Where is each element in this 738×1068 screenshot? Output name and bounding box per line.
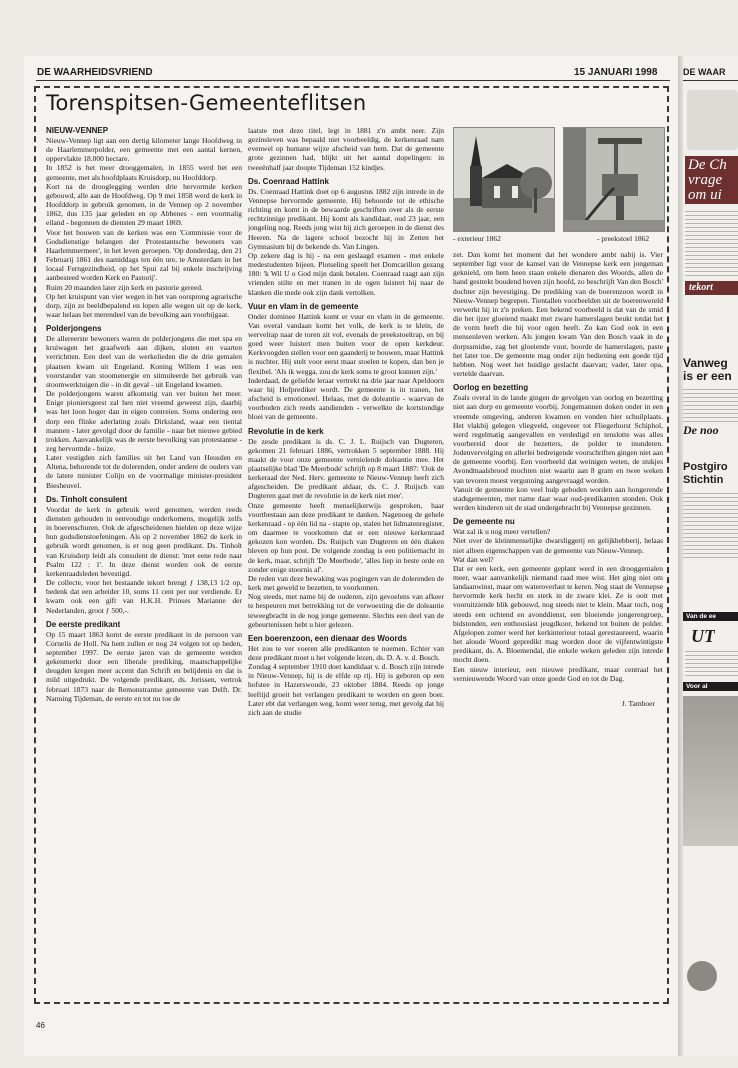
next-page-illustration	[687, 90, 738, 150]
paragraph: De zesde predikant is ds. C. J. L. Ruijsch van Dugteren, gekomen 21 februari 1886, vertrokken 5 september 1888. Hij maakt de voor onze gemeente vernielende doleantie mee. Het plaatselijke blad 'De Meerbode' schrijft op 8 maart 1887: 'Ook de kerkeraad der Ned. Herv. gemeente te Nieuw-Vennep heeft zich afgescheiden. De predikant aldaar, ds. C. J. Ruijsch van Dugteren gaat met de revolutie in de kerk niet mee'.	[248, 436, 444, 501]
paragraph: Onze gemeente heeft menselijkerwijs gesproken, haar voortbestaan aan deze predikant te danken. Nagenoeg de gehele kerkenraad - op één lid na - stapte op, stalen het lidmatenregister, om daarmee te voorkomen dat er een nieuwe kerkenraad gekozen kon worden. Ds. Ruijsch van Dugteren en één diaken bleven op hun post. De volgende zondag is een politiemacht in de kerk, maar, schrijft 'De Meerbode', 'alles liep in beste orde en zonder enige stoornis af'.	[248, 500, 444, 574]
section-heading: De gemeente nu	[453, 517, 515, 527]
pulpit-photo	[563, 127, 665, 232]
section-heading: Een boerenzoon, een dienaar des Woords	[248, 633, 407, 643]
paragraph: Dat er een kerk, een gemeente geplant werd in een drooggemalen meer, waar aanvankelijk niemand raad mee wist. Het ging niet om landaanwinst, maar om wateroverlast te keren. Nog staat de Vennepse hervormde kerk hecht en sterk in de zware klei. Ze is ooit met vooruitziende blik gebouwd, nog steeds niet te klein. Maar toch, nog steeds een ochtend en avonddienst, een bloeiende jongerengroep, bidstonden, een enthousiast jeugdkoor, bekend tot buiten de polder. Afgelopen zomer werd het kerkinterieur totaal gerestaureerd, waarin het aloude Woord gepredikt mag worden door de vijfentwintigste predikant, ds. A. Bloemendal, die enkele weken geleden zijn intrede mocht doen.	[453, 563, 663, 665]
tekort-label: tekort	[689, 282, 713, 293]
postgiro-heading-1: Postgiro	[683, 461, 728, 473]
de-noo-heading: De noo	[683, 423, 719, 437]
article-column-1	[46, 126, 242, 1010]
section-bar-1: Van de ee	[683, 612, 738, 621]
section-heading: NIEUW-VENNEP	[46, 126, 109, 135]
section-heading: Polderjongens	[46, 324, 102, 334]
promo-text-lines	[685, 208, 738, 278]
paragraph: Op het kruispunt van vier wegen in het van oorsprong agrarische dorp, zijn ze beeldbepalend en lopen alle wegen uit op de kerk, waar helaas het merendeel van de bevolking aan voorbijgaat.	[46, 291, 242, 319]
photo-caption-exterior: - exterieur 1862	[453, 234, 501, 243]
article-title: Torenspitsen-Gemeenteflitsen	[46, 91, 367, 115]
paragraph: Zoals overal in de lande gingen de gevolgen van oorlog en bezetting niet aan dorp en gemeente voorbij. Jongemannen doken onder in een vreemde omgeving, anderen kwamen en vonden hier schuilplaats. Het vlakbij gelegen vliegveld, ongeveer tot Fliegerhorst Schiphol, werd regelmatig aangevallen en verdedigd en tenslotte was alles voorbereid door de bezetters, de polder te inunderen. Jodenvervolging en allerlei bedreigende voorschriften gingen niet aan de gemeente voorbij. Een voorbeeld dat weinigen weten, de stukjes Avondmaalsbrood mochten niet waarin aan 8 gram en twee weken van tevoren moest vergunning aangevraagd worden.	[453, 393, 663, 485]
paragraph: Zondag 4 september 1910 doet kandidaat v. d. Bosch zijn intrede in Nieuw-Vennep, hij is de elfde op rij. Hij is geboren op een hofstee in Hazerswoude, 23 oktober 1884. Reeds op jonge leeftijd groeit het verlangen predikant te worden en geen boer. Later ebt dat verlangen weg, komt weer terug, met gevolg dat hij zich aan de studie	[248, 662, 444, 717]
paragraph: Nog steeds, met name bij de ouderen, zijn gevoelens van afkeer te bespeuren met betrekking tot de verwoesting die de doleantie teweegbracht in de nog jonge gemeente. Slechts een deel van de gebeurtenissen hebt u hier gelezen.	[248, 592, 444, 629]
publication-header: DE WAARHEIDSVRIEND	[37, 67, 153, 78]
next-page-emblem	[687, 961, 717, 991]
page-number: 46	[36, 1021, 45, 1030]
ut-logo: UT	[691, 626, 715, 646]
promo-line-3: om ui	[688, 188, 722, 203]
article-column-2	[248, 126, 444, 1010]
paragraph: Niet over de kleinmenselijke dwarsliggerij en gelijkhebberij, helaas niet alleen eigenschappen van de gemeente van Nieuw-Vennep.	[453, 536, 663, 555]
next-page-rule	[683, 80, 738, 81]
paragraph: De reden van deze bewaking was pogingen van de dolerenden de kerk met geweld te bezetten, te voorkomen.	[248, 573, 444, 593]
vanweg-heading-2: is er een	[683, 369, 732, 383]
paragraph: Voor het bouwen van de kerken was een 'Commissie voor de Godsdienstige belangen der Protestantsche bewoners van Haarlemmermeer', in het leven geroepen. 'Op donderdag, den 21 Februarij 1861 des namiddags ten één ure, te Amsterdam in het locaal Ferngezindheid, op het Spui zal bij enkele inschrijving aanbesteed worden Kerk en Pastorij'.	[46, 227, 242, 283]
vanweg-heading-1: Vanweg	[683, 356, 728, 370]
paragraph: Onder dominee Hattink komt er vuur en vlam in de gemeente. Van overal vandaan komt het volk, de kerk is te klein, de wervelrap naar de toren zit vol, evenals de preekstoeltrap, en bij goed weer luistert men buiten voor de open kerkdeur. Kerkvoogden stellen voor een gaanderij te bouwen, maar Hattink is nuchter. Hij stelt voor eerst maar stoelen te kopen, dan ben je flexibel. 'Als ik wegga, zou de kerk soms te groot kunnen zijn.'	[248, 311, 444, 376]
paragraph: De polderjongens waren afkomstig van ver buiten het meer. Enige pioniersgeest zal hen niet vreemd geweest zijn, daarbij was het loon hoger dan in eigen contreien. Soms ondering een dorp een flinke aderlating zoals Dirksland, waar een tiental mannen - later gevolgd door de familie - naar het nieuwe gebied trokken. Aanvankelijk was de eerste bevolking van protestantse - zeg hervormde - huize.	[46, 389, 242, 453]
photo-caption-pulpit: - preekstoel 1862	[597, 234, 650, 243]
tekort-banner	[685, 281, 738, 295]
postgiro-text-lines	[683, 490, 738, 560]
promo-banner	[685, 156, 738, 204]
header-rule	[36, 80, 670, 81]
address-text-lines	[685, 648, 738, 676]
paragraph: laatste met deze titel, legt in 1881 z'n ambt neer. Zijn gezinsleven was bepaald niet voorbeeldig, de kerkenraad nam evenwel op humane wijze afscheid van hem. Dat de gemeente grote gezinnen had, blijkt uit het aantal dopelingen: in tweeënhalf jaar doopte Tijdeman 152 kindjes.	[248, 126, 444, 172]
paragraph: Een nieuw interieur, een nieuwe predikant, maar centraal het vernieuwende Woord van onze goede God en tot de Dag.	[453, 664, 663, 683]
section-bar-2: Voor al	[683, 682, 738, 691]
section-heading: Oorlog en bezetting	[453, 383, 529, 393]
postgiro-heading-2: Stichtin	[683, 474, 724, 486]
paragraph: Op zekere dag is hij - na een geslaagd examen - met enkele medestudenten bijeen. Plotseling speelt het Domcarillon gezang 180: 'k Wil U o God mijn dank betalen. Coenraad raagt aan zijn vrienden stilte en met tranen in de ogen luistert hij naar de klanken die mede ook zijn dank vertolken.	[248, 250, 444, 297]
paragraph: Wat dan wel?	[453, 554, 494, 564]
paragraph: De collecte, voor het bestaande tekort brengt ƒ 138,13 1/2 op, bedenk dat een arbeider 10, soms 11 cent per uur verdiende. Er kwam ook een gift van H.K.H. Prinses Marianne der Nederlanden, groot ƒ 500,-.	[46, 578, 242, 615]
paragraph: Voordat de kerk in gebruik werd genomen, werden reeds diensten gehouden in eenvoudige onderkomens, mogelijk zelfs in boerenschuren. Ook de afgescheidenen hielden op deze wijze hun godsdienstoefeningen. Als op 2 november 1862 de kerk in gebruik wordt genomen, is er nog geen predikant. Ds. Tinholt van Kruisdorp leidt als consulent de dienst: 'met eene rede naar Psalm 122 : 1'. In deze dienst worden ook de eerste kerkenraadsleden bevestigd.	[46, 504, 242, 578]
vanweg-text-lines	[683, 386, 738, 422]
paragraph: De allereerste bewoners waren de polderjongens die met spa en kruiwagen het graafwerk aan dijken, sloten en vaarten verrichtten. Een deel van de werkelieden die de drie gemalen plaatsen kwam uit Engeland. Koning Willem I was een voorstander van stoomenergie en stimuleerde het gebruik van stoomwerktuigen die - in dit geval - uit Engeland kwamen.	[46, 334, 242, 389]
section-heading: Revolutie in de kerk	[248, 426, 324, 436]
next-page-strip	[683, 56, 738, 1056]
paragraph: Kort na de drooglegging werden drie hervormde kerken gebouwd, alle aan de Hoofdweg. Op 9 mei 1858 werd de kerk in Hoofddorp in gebruik genomen, in de Vennep op 2 november 1862, dus 135 jaar geleden en op Abbenes - een voormalig eiland - begonnen de diensten 29 maart 1869.	[46, 181, 242, 228]
paragraph: Op 15 maart 1863 komt de eerste predikant in de persoon van Cornelis de Holl. Na hem zullen er nog 24 volgen tot op heden, september 1997. De eerste jaren van de gemeente werden gekenmerkt door een liberale prediking, maatschappelijke deugden kregen meer accent dan Schrift en belijdenis en dat is mild uitgedrukt. De volgende predikant, ds. Jorissen, vertrok februari 1873 naar de Remonstrantse gemeente van Delft. Dr. Nanning Tijdeman, de eerste en tot nu toe de	[46, 629, 242, 703]
section-heading: Vuur en vlam in de gemeente	[248, 301, 359, 311]
promo-line-2: vrage	[688, 173, 723, 188]
section-heading: Ds. Coenraad Hattink	[248, 176, 329, 186]
issue-date: 15 JANUARI 1998	[574, 67, 658, 78]
church-exterior-photo	[453, 127, 555, 232]
paragraph: In 1852 is het meer drooggemalen, in 1855 werd het een gemeente, met als hoofdplaats Kruisdorp, nu Hoofddorp.	[46, 163, 242, 182]
paragraph: Later vestigden zich families uit het Land van Heusden en Altena, behorende tot de dolerenden, onder andere de ouders van de latere minister Colijn en de voormalige minister-president Biesheuvel.	[46, 453, 242, 490]
promo-line-1: De Ch	[688, 158, 727, 173]
next-page-photo	[683, 696, 738, 846]
article-column-3	[453, 250, 663, 1002]
paragraph: Het zou te ver voeren alle predikanten te noemen. Echter van deze predikant moet u het volgende lezen, ds. D. A. v. d. Bosch.	[248, 643, 444, 662]
paragraph: zet. Dan komt het moment dat het wondere ambt nabij is. Vier september ligt voor de kansel van de Vennepse kerk een jongeman geknield, om hem heen staan enkele dienaren des Woords, allen de hand gestrekt boudend boven zijn hoofd, zo beschrijft Van den Bosch' dochter zijn bevestiging. De prediking van de boerenzoon wordt in Nieuw-Vennep begrepen. Tientallen voorbeelden uit de boerenwereld verwerkt hij in z'n preken. Een bekend voorbeeld is dat van de smid die het ijzer gloeiend maakt met zware hamerslagen beukt totdat het de vorm heeft die hij voor ogen heeft. Zo kan God ook in een mensenleven werken. Als jongen kwam Van den Bosch vaak in de dorpssmidse, zag het gloeiende vuur, hoorde de hamerslagen, paste het later toe. De gemeente mag onder zijn bediening een goede tijd hebben. Nog weet het huidige geslacht daarvan; vader, later opa, vertelde daarvan.	[453, 250, 663, 379]
next-page-header: DE WAAR	[683, 67, 726, 77]
paragraph: Nieuw-Vennep ligt aan een dertig kilometer lange Hoofdweg in de Haarlemmerpolder, een gemeente met een aantal kernen, oppervlakte 18.000 hectare.	[46, 136, 242, 164]
paragraph: Ruim 20 maanden later zijn kerk en pastorie gereed.	[46, 282, 203, 292]
paragraph: Wat zal ik u nog meer vertellen?	[453, 527, 551, 537]
author-signature: J. Tamboer	[621, 698, 655, 708]
section-heading: Ds. Tinholt consulent	[46, 494, 128, 504]
paragraph: Ds. Coenraad Hattink doet op 6 augustus 1882 zijn intrede in de Vennepse hervormde gemeente. Hij behoorde tot de ethische richting en komt in de bewaarde geschriften over als de eerste rechtzinnige predikant. Hij komt als kandidaat, oud 23 jaar, een jongeling nog. Reeds jong wist hij zich geroepen in de dienst des Heeren. Na de lagere school bezocht hij in Zetten het Gymnasium bij de bekende ds. Van Lingen.	[248, 186, 444, 251]
paragraph: Vanuit de gemeente kon veel hulp geboden worden aan hongerende stadsgemeenten, met name daar waar oud-predikanten stonden. Ook werden kinderen uit de stad ondergebracht bij Vennepse gezinnen.	[453, 484, 663, 513]
section-heading: De eerste predikant	[46, 619, 121, 629]
paragraph: Inderdaad, de geliefde leraar vertrekt na drie jaar naar Apeldoorn waar hij Hofprediker wordt. De gemeente is in tranen, het afscheid is emotioneel. Helaas, met de doleantie - waarvan de voorboden zich reeds aandienden - verwelkte de kortstondige bloei van de gemeente.	[248, 375, 444, 422]
